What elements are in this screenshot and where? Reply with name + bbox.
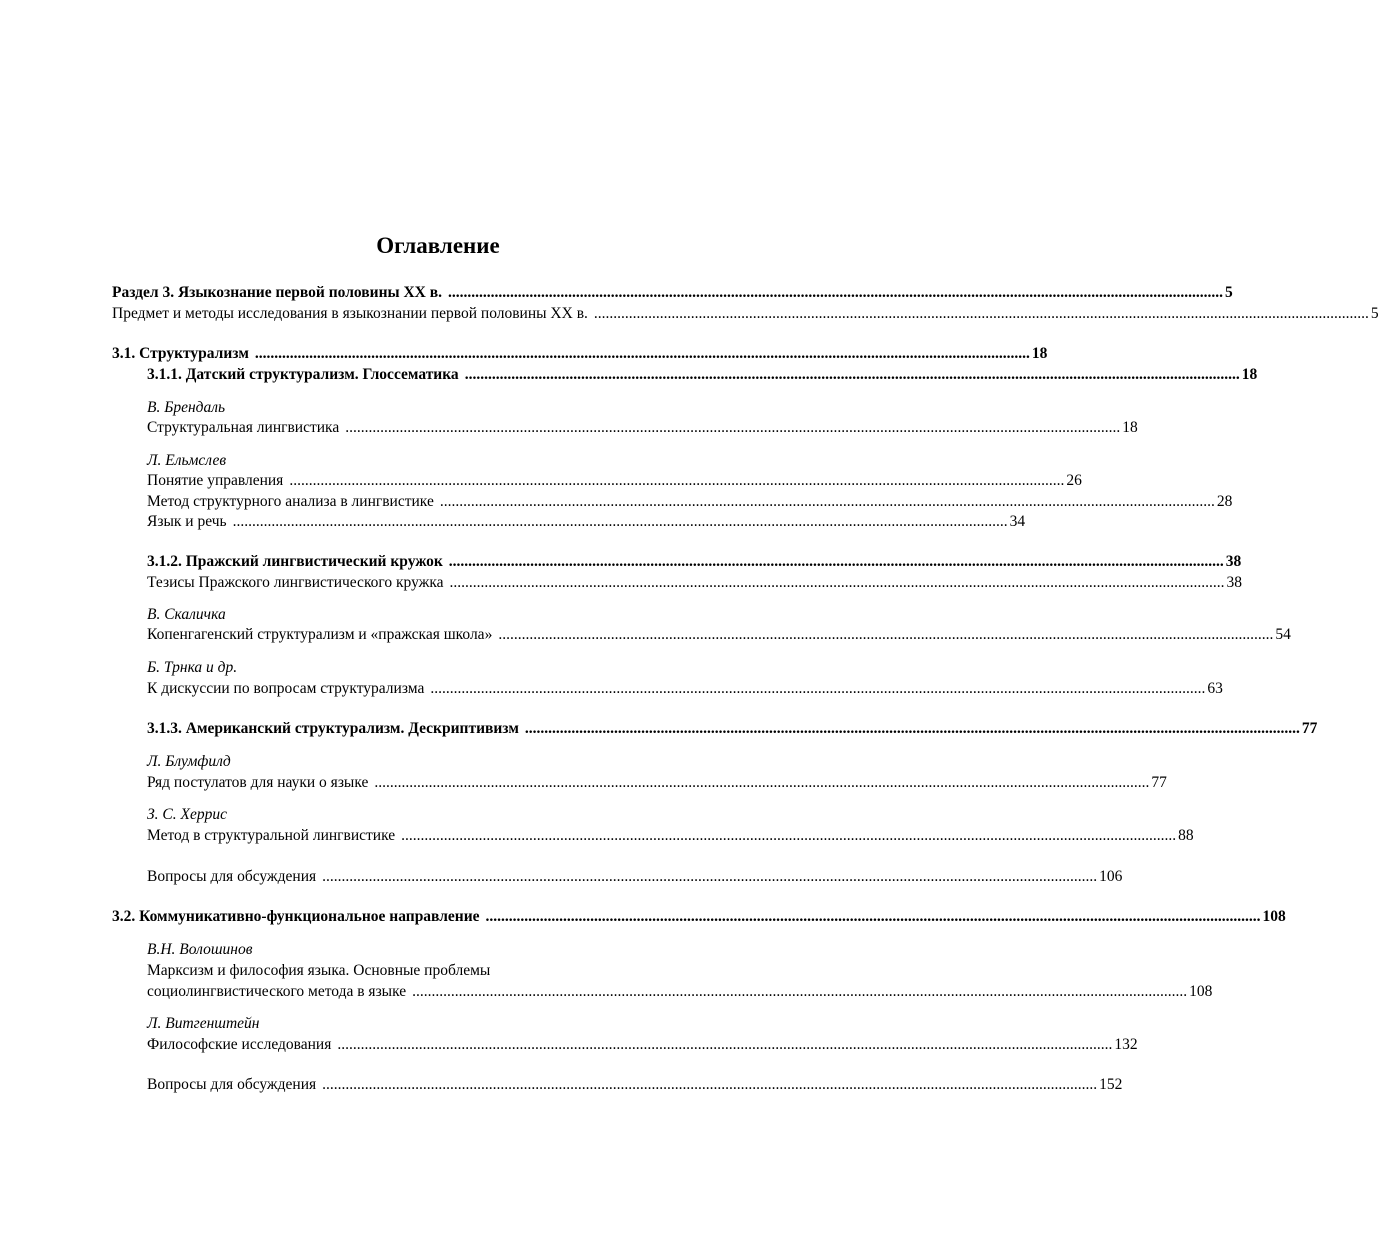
toc-entry[interactable] [147,572,1243,593]
toc-leader: ........................................................................................................................................................................................................ [401,827,1177,844]
toc-page-number: 132 [1114,1036,1138,1053]
toc-entry-text: Философские исследования [147,1036,332,1053]
page-title: Оглавление [376,233,500,258]
toc-entry-text: Предмет и методы исследования в языкознании первой половины XX в. [112,305,588,322]
toc-page-number: 38 [1225,553,1242,570]
toc-author: З. С. Херрис [147,806,227,823]
toc-leader: ........................................................................................................................................................................................................ [485,908,1261,925]
toc-leader: ........................................................................................................................................................................................................ [448,284,1223,301]
toc-entry-text: 3.1.3. Американский структурализм. Дескриптивизм [147,720,519,737]
toc-leader: ........................................................................................................................................................................................................ [322,1076,1098,1093]
toc-leader: ........................................................................................................................................................................................................ [322,868,1098,885]
toc-entry[interactable] [147,624,1291,645]
toc-entry[interactable] [147,1034,1138,1055]
toc-entry-text: 3.1.1. Датский структурализм. Глоссематика [147,366,459,383]
toc-leader: ........................................................................................................................................................................................................ [448,553,1224,570]
toc-entry[interactable] [147,511,1026,532]
toc-entry[interactable] [147,772,1167,793]
toc-entry-text: 3.1.2. Пражский лингвистический кружок [147,553,443,570]
toc-entry-text: Структуральная лингвистика [147,419,340,436]
toc-page-number: 77 [1151,774,1167,791]
toc-author: В. Брендаль [147,399,226,416]
toc-leader: ........................................................................................................................................................................................................ [254,345,1030,362]
toc-leader: ........................................................................................................................................................................................................ [439,493,1215,510]
toc-leader: ........................................................................................................................................................................................................ [449,574,1225,591]
toc-entry[interactable] [147,678,1223,699]
toc-entry[interactable] [147,491,1233,512]
toc-entry-3-2[interactable] [112,906,1286,927]
toc-entry[interactable] [147,470,1082,491]
toc-author: В.Н. Волошинов [147,941,253,958]
toc-entry-text: Ряд постулатов для науки о языке [147,774,369,791]
toc-page-number: 152 [1099,1076,1123,1093]
toc-leader: ........................................................................................................................................................................................................ [345,419,1121,436]
toc-page-number: 54 [1275,626,1291,643]
toc-leader: ........................................................................................................................................................................................................ [498,626,1274,643]
toc-entry[interactable] [112,303,1379,324]
toc-page-number: 5 [1225,284,1233,301]
toc-page-number: 34 [1009,513,1026,530]
toc-entry-text: Метод в структуральной лингвистике [147,827,396,844]
toc-entry-text: Язык и речь [147,513,227,530]
toc-entry-3-1-1[interactable] [147,364,1258,385]
toc-entry-3-1[interactable] [112,343,1048,364]
toc-page-number: 63 [1207,680,1223,697]
toc-leader: ........................................................................................................................................................................................................ [593,305,1369,322]
toc-entry-text-line1[interactable]: Марксизм и философия языка. Основные проблемы [147,962,491,979]
toc-entry-questions[interactable] [147,1074,1123,1095]
toc-entry[interactable] [147,825,1194,846]
toc-page-number: 108 [1189,983,1213,1000]
toc-entry-text: Вопросы для обсуждения [147,868,317,885]
toc-author: Л. Витгенштейн [147,1015,260,1032]
toc-leader: ........................................................................................................................................................................................................ [524,720,1300,737]
toc-page-number: 77 [1301,720,1318,737]
toc-entry-text: 3.1. Структурализм [112,345,249,362]
toc-page-number: 106 [1099,868,1123,885]
toc-page-number: 38 [1226,574,1243,591]
toc-author: Б. Трнка и др. [147,659,238,676]
toc-page-number: 18 [1122,419,1138,436]
toc-page-number: 28 [1216,493,1233,510]
toc-author: Л. Ельмслев [147,452,227,469]
toc-entry-questions[interactable] [147,866,1123,887]
toc-entry[interactable] [147,981,1213,1002]
toc-entry-text: К дискуссии по вопросам структурализма [147,680,425,697]
toc-entry-section-3[interactable] [112,282,1233,303]
toc-page-number: 88 [1178,827,1194,844]
toc-page-number: 26 [1066,472,1082,489]
toc-entry-text: Раздел 3. Языкознание первой половины XX в. [112,284,442,301]
toc-entry-3-1-3[interactable] [147,718,1318,739]
toc-leader: ........................................................................................................................................................................................................ [232,513,1008,530]
toc-leader: ........................................................................................................................................................................................................ [374,774,1150,791]
toc-entry-text: Вопросы для обсуждения [147,1076,317,1093]
toc-entry-text: 3.2. Коммуникативно-функциональное направление [112,908,480,925]
toc-page-number: 18 [1241,366,1258,383]
toc-entry[interactable] [147,417,1138,438]
toc-leader: ........................................................................................................................................................................................................ [412,983,1188,1000]
toc-leader: ........................................................................................................................................................................................................ [430,680,1206,697]
toc-author: В. Скаличка [147,606,226,623]
toc-author: Л. Блумфилд [147,753,231,770]
toc-page-number: 108 [1262,908,1286,925]
toc-entry-text: Тезисы Пражского лингвистического кружка [147,574,444,591]
toc-leader: ........................................................................................................................................................................................................ [337,1036,1113,1053]
toc-page-number: 5 [1370,305,1379,322]
toc-entry-3-1-2[interactable] [147,551,1242,572]
toc-entry-text: Понятие управления [147,472,284,489]
toc-entry-text: Метод структурного анализа в лингвистике [147,493,434,510]
toc-page-number: 18 [1031,345,1048,362]
toc-entry-text: социолингвистического метода в языке [147,983,407,1000]
toc-leader: ........................................................................................................................................................................................................ [289,472,1065,489]
toc-entry-text: Копенгагенский структурализм и «пражская школа» [147,626,493,643]
toc-leader: ........................................................................................................................................................................................................ [464,366,1240,383]
